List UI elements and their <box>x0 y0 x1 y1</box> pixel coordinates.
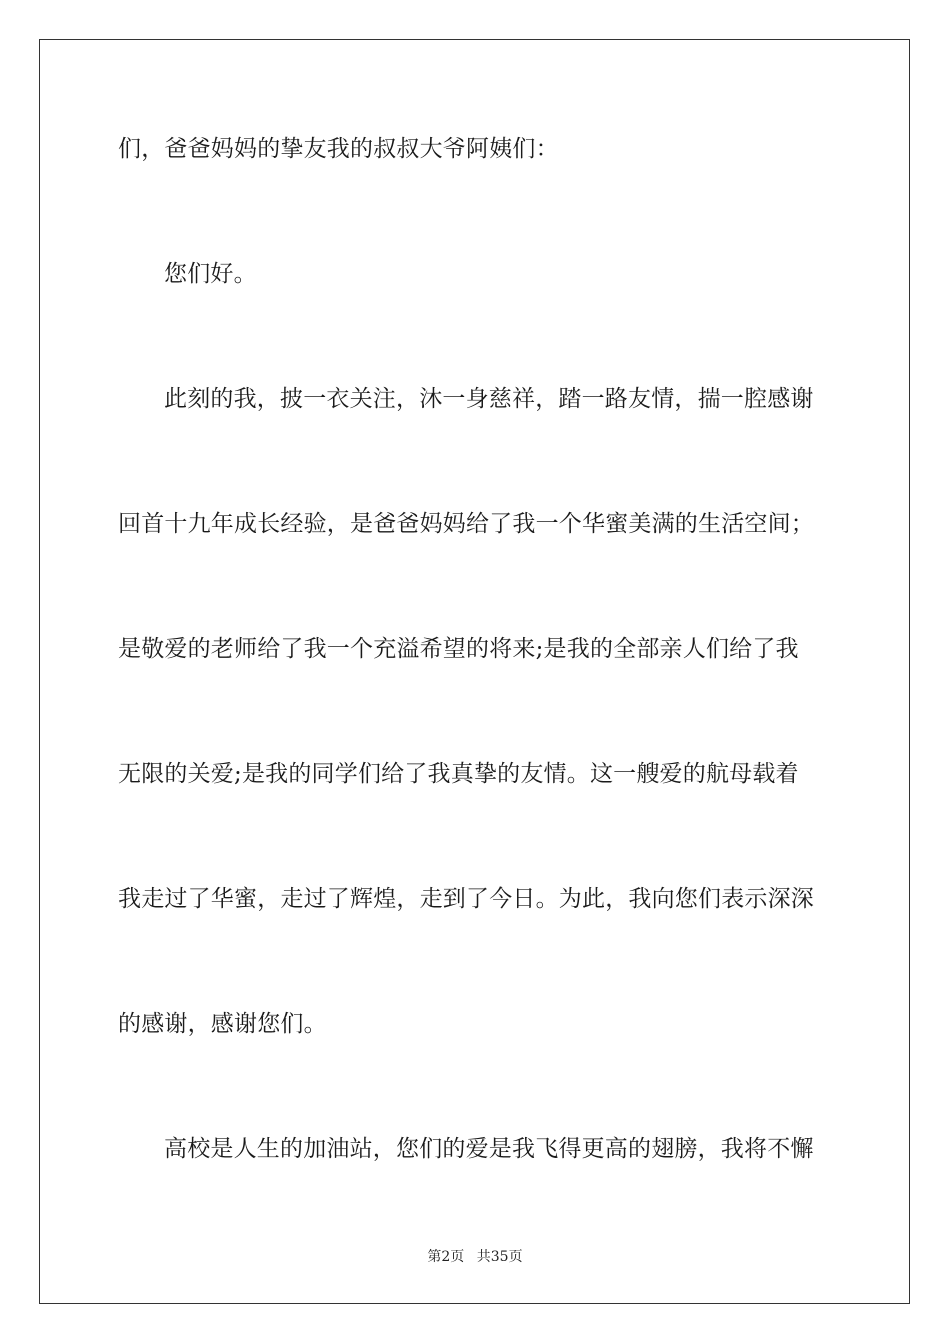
text-line: 回首十九年成长经验，是爸爸妈妈给了我一个华蜜美满的生活空间； <box>118 511 814 537</box>
page-footer <box>0 1248 950 1266</box>
text-line: 我走过了华蜜，走过了辉煌，走到了今日。为此，我向您们表示深深 <box>118 886 814 912</box>
paragraph-line: 此刻的我，披一衣关注，沐一身慈祥，踏一路友情，揣一腔感谢 <box>164 386 814 412</box>
text-line: 无限的关爱;是我的同学们给了我真挚的友情。这一艘爱的航母载着 <box>118 761 799 787</box>
paragraph-line: 高校是人生的加油站，您们的爱是我飞得更高的翅膀，我将不懈 <box>164 1136 814 1162</box>
paragraph-line: 您们好。 <box>164 261 257 287</box>
text-line: 们，爸爸妈妈的挚友我的叔叔大爷阿姨们： <box>118 136 559 162</box>
page-border <box>39 39 910 1304</box>
text-line: 是敬爱的老师给了我一个充溢希望的将来;是我的全部亲人们给了我 <box>118 636 799 662</box>
text-line: 的感谢，感谢您们。 <box>118 1011 327 1037</box>
page-number: 第2页 <box>427 1249 465 1265</box>
page-total: 共35页 <box>476 1249 523 1265</box>
